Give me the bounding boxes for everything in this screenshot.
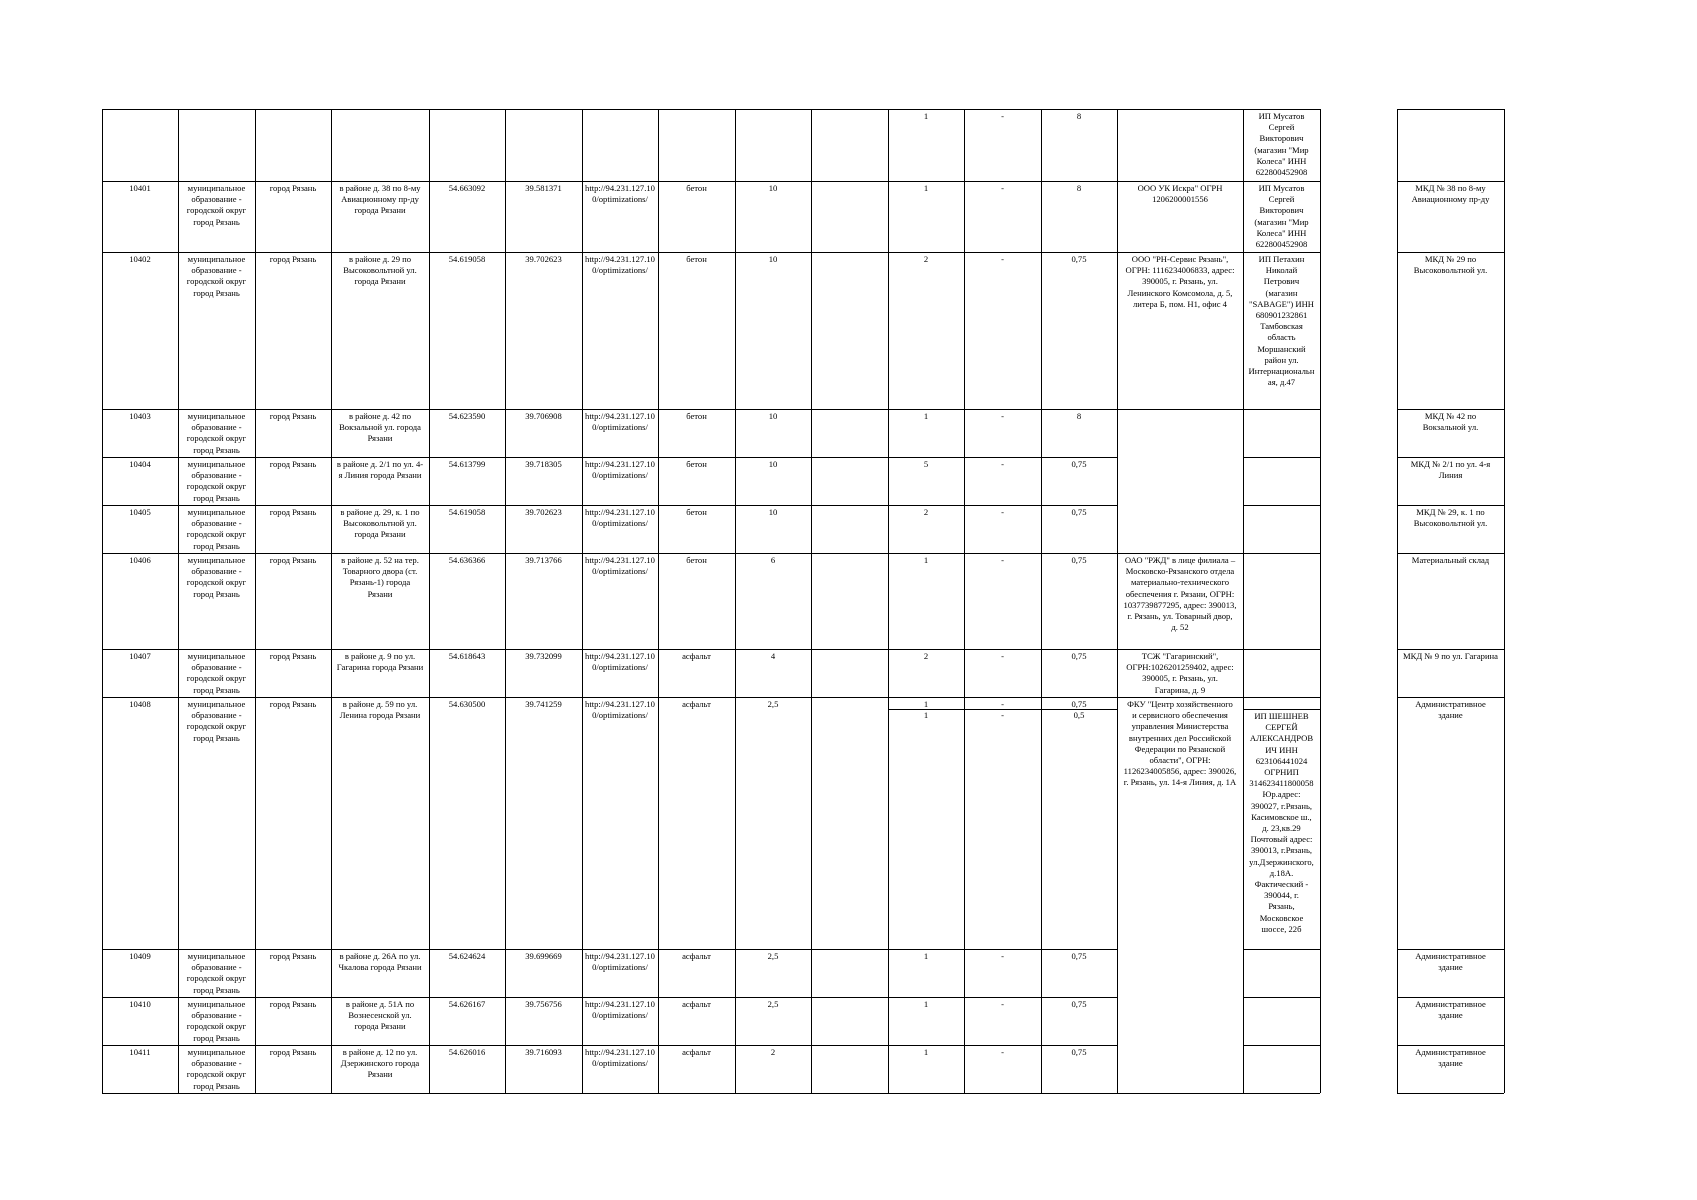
cell-container-count: 2	[923, 254, 929, 264]
cell-city: город Рязань	[269, 254, 317, 264]
cell-url: http://94.231.127.10 0/optimizations/	[585, 651, 655, 673]
grid-line	[1397, 697, 1504, 698]
cell-lon: 39.732099	[525, 651, 562, 661]
cell-lon: 39.702623	[525, 254, 562, 264]
cell-surface: асфальт	[682, 1047, 711, 1057]
cell-ip: ИП Петахин Николай Петрович (магазин "SABAGE") ИНН 680901232861 Тамбовская область Моршанский район ул. Интернациональн ая, д.47	[1248, 254, 1315, 388]
cell-container-volume: 8	[1076, 411, 1082, 421]
cell-url: http://94.231.127.10 0/optimizations/	[585, 1047, 655, 1069]
cell-surface: бетон	[686, 459, 707, 469]
cell-url: http://94.231.127.10 0/optimizations/	[585, 507, 655, 529]
cell-url: http://94.231.127.10 0/optimizations/	[585, 183, 655, 205]
cell-source: МКД № 9 по ул. Гагарина	[1403, 651, 1498, 661]
cell-lon: 39.741259	[525, 699, 562, 709]
grid-line	[1117, 553, 1243, 554]
cell-container-count: 1	[923, 951, 929, 961]
cell-area: 2	[770, 1047, 776, 1057]
cell-id: 10411	[129, 1047, 151, 1057]
cell-source: Административное здание	[1415, 999, 1486, 1021]
grid-line	[1117, 409, 1243, 410]
cell-area: 4	[770, 651, 776, 661]
cell-surface: бетон	[686, 555, 707, 565]
cell-city: город Рязань	[269, 183, 317, 193]
cell-mo: муниципальное образование - городской округ город Рязань	[186, 254, 247, 298]
cell-container-dash: -	[1001, 111, 1004, 121]
cell-source: МКД № 29, к. 1 по Высоковольтной ул.	[1413, 507, 1488, 529]
cell-url: http://94.231.127.10 0/optimizations/	[585, 951, 655, 973]
cell-mo: муниципальное образование - городской округ город Рязань	[186, 951, 247, 995]
cell-area: 2,5	[767, 951, 779, 961]
grid-line	[1397, 649, 1504, 650]
cell-mo: муниципальное образование - городской округ город Рязань	[186, 459, 247, 503]
cell-lat: 54.618643	[448, 651, 486, 661]
grid-line	[102, 505, 1117, 506]
cell-container-dash: -	[1001, 507, 1004, 517]
cell-surface: асфальт	[682, 999, 711, 1009]
grid-line	[658, 109, 659, 1093]
cell-container-dash: -	[1001, 555, 1004, 565]
grid-line	[1397, 997, 1504, 998]
cell-city: город Рязань	[269, 951, 317, 961]
cell-lon: 39.756756	[525, 999, 562, 1009]
cell-area: 2,5	[767, 999, 779, 1009]
cell-owner: ООО УК Искра" ОГРН 1206200001556	[1137, 183, 1223, 205]
cell-city: город Рязань	[269, 555, 317, 565]
grid-line	[102, 109, 1117, 110]
cell-id: 10408	[129, 699, 151, 709]
grid-line	[102, 1093, 1117, 1094]
cell-lat: 54.626016	[448, 1047, 486, 1057]
grid-line	[102, 553, 1117, 554]
cell-lat: 54.613799	[448, 459, 486, 469]
grid-line	[1243, 181, 1320, 182]
cell-owner: ООО "РН-Сервис Рязань", ОГРН: 1116234006833, адрес: 390005, г. Рязань, ул. Ленинского Комсомола, д. 5, литера Б, пом. Н1, офис 4	[1125, 254, 1235, 309]
grid-line	[1397, 181, 1504, 182]
cell-lat: 54.663092	[448, 183, 486, 193]
grid-line	[1504, 109, 1505, 1093]
cell-container-dash: -	[1001, 699, 1004, 709]
cell-source: Материальный склад	[1411, 555, 1490, 565]
grid-line	[102, 181, 1117, 182]
cell-surface: бетон	[686, 411, 707, 421]
grid-line	[1397, 252, 1504, 253]
grid-line	[1243, 1093, 1320, 1094]
cell-source: МКД № 42 по Вокзальной ул.	[1422, 411, 1479, 433]
grid-line	[1243, 553, 1320, 554]
cell-lon: 39.706908	[525, 411, 562, 421]
cell-id: 10405	[129, 507, 151, 517]
cell-container-count: 2	[923, 507, 929, 517]
cell-lon: 39.699669	[525, 951, 562, 961]
grid-line	[1243, 1045, 1320, 1046]
cell-container-count: 1	[923, 111, 929, 121]
cell-lat: 54.636366	[448, 555, 486, 565]
grid-line	[102, 949, 1117, 950]
cell-surface: асфальт	[682, 651, 711, 661]
cell-lat: 54.623590	[448, 411, 486, 421]
cell-container-volume: 0,75	[1071, 951, 1087, 961]
cell-id: 10406	[129, 555, 151, 565]
cell-address: в районе д. 12 по ул. Дзержинского города Рязани	[340, 1047, 420, 1080]
cell-source: МКД № 38 по 8-му Авиационному пр-ду	[1411, 183, 1490, 205]
cell-container-dash: -	[1001, 183, 1004, 193]
cell-container-count: 1	[923, 1047, 929, 1057]
grid-line	[102, 252, 1117, 253]
cell-container-count: 1	[923, 699, 929, 709]
cell-lat: 54.619058	[448, 254, 486, 264]
grid-line	[1243, 949, 1320, 950]
grid-line	[1041, 109, 1042, 1093]
grid-line	[1320, 109, 1321, 1093]
grid-line	[582, 109, 583, 1093]
cell-surface: асфальт	[682, 699, 711, 709]
cell-address: в районе д. 2/1 по ул. 4- я Линия города Рязани	[336, 459, 424, 481]
cell-owner: ТСЖ "Гагаринский", ОГРН:1026201259402, адрес: 390005, г. Рязань, ул. Гагарина, д. 9	[1126, 651, 1234, 695]
cell-address: в районе д. 29 по Высоковольтной ул. города Рязани	[343, 254, 417, 287]
cell-area: 10	[768, 459, 778, 469]
cell-surface: асфальт	[682, 951, 711, 961]
cell-id: 10409	[129, 951, 151, 961]
cell-lat: 54.619058	[448, 507, 486, 517]
cell-area: 6	[770, 555, 776, 565]
cell-city: город Рязань	[269, 411, 317, 421]
cell-container-dash: -	[1001, 254, 1004, 264]
grid-line	[1243, 109, 1320, 110]
cell-lon: 39.581371	[525, 183, 562, 193]
cell-mo: муниципальное образование - городской округ город Рязань	[186, 555, 247, 599]
cell-mo: муниципальное образование - городской округ город Рязань	[186, 507, 247, 551]
grid-line	[1397, 109, 1504, 110]
cell-container-dash: -	[1001, 411, 1004, 421]
cell-surface: бетон	[686, 507, 707, 517]
cell-area: 10	[768, 411, 778, 421]
cell-container-volume: 0,5	[1073, 710, 1085, 720]
cell-container-volume: 0,75	[1071, 999, 1087, 1009]
cell-mo: муниципальное образование - городской округ город Рязань	[186, 999, 247, 1043]
cell-url: http://94.231.127.10 0/optimizations/	[585, 459, 655, 481]
grid-line	[1397, 505, 1504, 506]
grid-line	[888, 109, 889, 1093]
cell-source: МКД № 29 по Высоковольтной ул.	[1413, 254, 1488, 276]
cell-source: Административное здание	[1415, 1047, 1486, 1069]
cell-lon: 39.716093	[525, 1047, 562, 1057]
cell-owner: ФКУ "Центр хозяйственного и сервисного обеспечения управления Министерства внутренних дел Российской Федерации по Рязанской области", ОГРН: 1126234005856, адрес: 390026, г. Рязань, ул. 14-я Линия, д. 1А	[1123, 699, 1237, 788]
grid-line	[1397, 553, 1504, 554]
cell-container-volume: 0,75	[1071, 651, 1087, 661]
cell-lon: 39.718305	[525, 459, 562, 469]
cell-city: город Рязань	[269, 699, 317, 709]
cell-area: 2,5	[767, 699, 779, 709]
cell-container-volume: 0,75	[1071, 699, 1087, 709]
cell-container-volume: 0,75	[1071, 555, 1087, 565]
grid-line	[1397, 457, 1504, 458]
grid-line	[1243, 505, 1320, 506]
cell-area: 10	[768, 183, 778, 193]
cell-container-dash: -	[1001, 459, 1004, 469]
grid-line	[1243, 997, 1320, 998]
cell-container-dash: -	[1001, 710, 1004, 720]
cell-container-count: 1	[923, 411, 929, 421]
cell-container-volume: 0,75	[1071, 459, 1087, 469]
cell-container-count: 1	[923, 710, 929, 720]
grid-line	[964, 109, 965, 1093]
cell-container-count: 1	[923, 999, 929, 1009]
cell-url: http://94.231.127.10 0/optimizations/	[585, 555, 655, 577]
cell-lat: 54.630500	[448, 699, 486, 709]
cell-mo: муниципальное образование - городской округ город Рязань	[186, 651, 247, 695]
cell-url: http://94.231.127.10 0/optimizations/	[585, 999, 655, 1021]
cell-source: Административное здание	[1415, 951, 1486, 973]
grid-line	[1117, 649, 1243, 650]
cell-lat: 54.626167	[448, 999, 486, 1009]
cell-address: в районе д. 9 по ул. Гагарина города Рязани	[336, 651, 424, 673]
cell-mo: муниципальное образование - городской округ город Рязань	[186, 699, 247, 743]
cell-address: в районе д. 38 по 8-му Авиационному пр-ду города Рязани	[339, 183, 421, 216]
cell-address: в районе д. 29, к. 1 по Высоковольтной ул. города Рязани	[340, 507, 420, 540]
grid-line	[1117, 109, 1243, 110]
cell-address: в районе д. 42 по Вокзальной ул. города Рязани	[339, 411, 421, 444]
grid-line	[102, 109, 103, 1093]
cell-city: город Рязань	[269, 651, 317, 661]
cell-id: 10410	[129, 999, 151, 1009]
cell-container-volume: 8	[1076, 111, 1082, 121]
cell-city: город Рязань	[269, 459, 317, 469]
cell-address: в районе д. 52 на тер. Товарного двора (ст. Рязань-1) города Рязани	[341, 555, 419, 599]
cell-address: в районе д. 51А по Вознесенской ул. города Рязани	[345, 999, 415, 1032]
cell-address: в районе д. 59 по ул. Ленина города Рязани	[339, 699, 421, 721]
grid-line	[255, 109, 256, 1093]
cell-url: http://94.231.127.10 0/optimizations/	[585, 699, 655, 721]
cell-city: город Рязань	[269, 507, 317, 517]
grid-line	[1243, 409, 1320, 410]
cell-container-dash: -	[1001, 999, 1004, 1009]
cell-area: 10	[768, 507, 778, 517]
grid-line	[1243, 252, 1320, 253]
grid-line	[505, 109, 506, 1093]
grid-line	[178, 109, 179, 1093]
cell-container-volume: 0,75	[1071, 507, 1087, 517]
cell-container-dash: -	[1001, 651, 1004, 661]
cell-lon: 39.713766	[525, 555, 562, 565]
grid-line	[102, 997, 1117, 998]
grid-line	[1243, 109, 1244, 1093]
cell-lat: 54.624624	[448, 951, 486, 961]
grid-line	[1397, 109, 1398, 1093]
cell-address: в районе д. 26А по ул. Чкалова города Рязани	[338, 951, 422, 973]
cell-lon: 39.702623	[525, 507, 562, 517]
cell-container-dash: -	[1001, 951, 1004, 961]
cell-city: город Рязань	[269, 999, 317, 1009]
cell-container-count: 1	[923, 555, 929, 565]
grid-line	[102, 1045, 1117, 1046]
cell-mo: муниципальное образование - городской округ город Рязань	[186, 183, 247, 227]
cell-id: 10407	[129, 651, 151, 661]
cell-id: 10403	[129, 411, 151, 421]
cell-source: МКД № 2/1 по ул. 4-я Линия	[1410, 459, 1491, 481]
cell-id: 10401	[129, 183, 151, 193]
cell-container-dash: -	[1001, 1047, 1004, 1057]
grid-line	[1243, 697, 1320, 698]
grid-line	[1397, 409, 1504, 410]
grid-line	[102, 457, 1117, 458]
cell-city: город Рязань	[269, 1047, 317, 1057]
cell-url: http://94.231.127.10 0/optimizations/	[585, 411, 655, 433]
grid-line	[1397, 1093, 1504, 1094]
grid-line	[1243, 709, 1320, 710]
grid-line	[331, 109, 332, 1093]
grid-line	[1117, 109, 1118, 1093]
cell-area: 10	[768, 254, 778, 264]
grid-line	[1397, 1045, 1504, 1046]
grid-line	[102, 697, 1117, 698]
cell-mo: муниципальное образование - городской округ город Рязань	[186, 1047, 247, 1091]
grid-line	[102, 409, 1117, 410]
cell-surface: бетон	[686, 183, 707, 193]
cell-container-count: 2	[923, 651, 929, 661]
cell-source: Административное здание	[1415, 699, 1486, 721]
cell-url: http://94.231.127.10 0/optimizations/	[585, 254, 655, 276]
cell-ip: ИП ШЕШНЕВ СЕРГЕЙ АЛЕКСАНДРОВ ИЧ ИНН 623106441024 ОГРНИП 314623411800058 Юр.адрес: 390027, г.Рязань, Касимовское ш., д. 23,кв.29 Почтовый адрес: 390013, г.Рязань, ул.Дзержинского, д.18А. Фактический - 390044, г. Рязань, Московское шоссе, 22б	[1249, 711, 1314, 934]
cell-ip: ИП Мусатов Сергей Викторович (магазин "Мир Колеса" ИНН 622800452908	[1254, 111, 1309, 178]
cell-container-volume: 0,75	[1071, 1047, 1087, 1057]
grid-line	[102, 649, 1117, 650]
grid-line	[1243, 457, 1320, 458]
cell-owner: ОАО "РЖД" в лице филиала – Московско-Рязанского отдела материально-технического обеспечения г. Рязани, ОГРН: 1037739877295, адрес: 390013, г. Рязань, ул. Товарный двор, д. 52	[1123, 555, 1237, 633]
grid-line	[1243, 649, 1320, 650]
grid-line	[811, 109, 812, 1093]
grid-line	[1397, 949, 1504, 950]
cell-mo: муниципальное образование - городской округ город Рязань	[186, 411, 247, 455]
cell-container-count: 5	[923, 459, 929, 469]
cell-ip: ИП Мусатов Сергей Викторович (магазин "Мир Колеса" ИНН 622800452908	[1254, 183, 1309, 250]
grid-line	[1117, 181, 1243, 182]
grid-line	[1117, 252, 1243, 253]
cell-container-volume: 8	[1076, 183, 1082, 193]
cell-surface: бетон	[686, 254, 707, 264]
cell-id: 10404	[129, 459, 151, 469]
cell-id: 10402	[129, 254, 151, 264]
grid-line	[1117, 697, 1243, 698]
grid-line	[735, 109, 736, 1093]
cell-container-count: 1	[923, 183, 929, 193]
grid-line	[1117, 1093, 1243, 1094]
grid-line	[429, 109, 430, 1093]
cell-container-volume: 0,75	[1071, 254, 1087, 264]
